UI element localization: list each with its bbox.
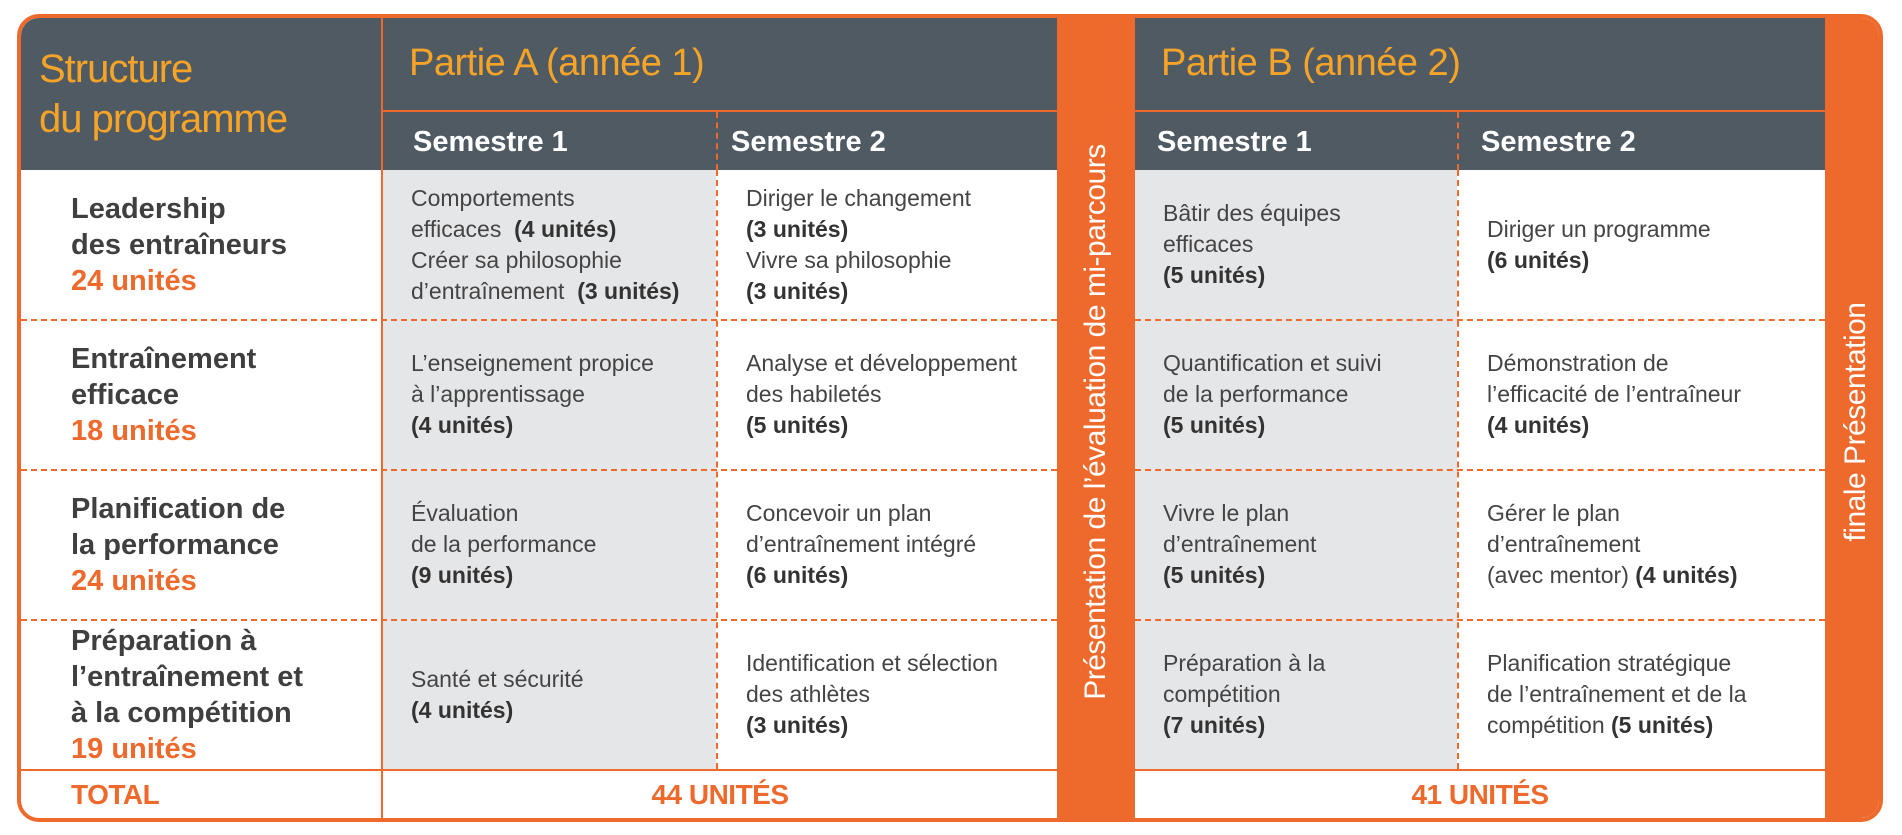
structure-title-line2: du programme [39,97,288,141]
course-cell [1135,620,1457,769]
row-label [71,191,287,299]
course-title-text: d’entraînement [411,278,578,304]
row-divider-3 [21,619,1057,621]
course-units: (3 unités) [746,278,849,304]
header-divider-a [383,110,1057,112]
course-units: (5 unités) [1163,412,1266,438]
course-line [411,695,721,726]
course-line [411,245,721,276]
course-line [1163,529,1473,560]
course-title-text: Vivre sa philosophie [746,247,952,273]
course-line [1163,229,1473,260]
row-label-line: efficace [71,379,180,411]
course-units: (5 unités) [1163,262,1266,288]
course-line [1487,529,1797,560]
body-col-divider [381,170,383,822]
row-label-block [21,170,381,319]
course-line [746,276,1056,307]
course-line [411,410,721,441]
row-units: 24 unités [71,265,197,297]
course-cell [1135,470,1457,619]
course-units: (4 unités) [514,216,617,242]
course-title-text: Diriger le changement [746,185,972,211]
course-title-text: Gérer le plan [1487,500,1620,526]
course-line [411,348,721,379]
course-cell [718,620,1057,769]
course-cell [1135,320,1457,469]
course-title-text: des athlètes [746,681,871,707]
row-label-line: l’entraînement et [71,661,304,693]
course-title-text: Concevoir un plan [746,500,932,526]
course-line [746,529,1056,560]
row-label-block [21,470,381,619]
part-a-semester-2: Semestre 2 [731,126,886,158]
course-line [746,648,1056,679]
course-units: (5 unités) [1163,562,1266,588]
course-text [746,648,1056,741]
course-units: (5 unités) [1611,712,1714,738]
course-cell [718,170,1057,319]
course-title-text: Planification stratégique [1487,650,1732,676]
final-presentation-label: finale Présentation [1839,302,1872,542]
row-divider-2b [1135,469,1825,471]
header-sem-divider-a [716,112,718,170]
course-cell [1135,170,1457,319]
course-line [746,245,1056,276]
course-units: (3 unités) [577,278,680,304]
course-title-text: compétition [1163,681,1281,707]
course-text [1487,348,1797,441]
course-text [411,498,721,591]
row-divider-1b [1135,319,1825,321]
row-label-line: Entraînement [71,343,257,375]
course-line [1163,498,1473,529]
course-line [1487,560,1797,591]
course-title-text: Quantification et suivi [1163,350,1382,376]
course-title-text: Diriger un programme [1487,216,1711,242]
course-units: (5 unités) [746,412,849,438]
course-text [1487,498,1797,591]
row-units: 19 unités [71,733,197,765]
course-cell [383,320,716,469]
course-units: (9 unités) [411,562,514,588]
part-b-semester-1: Semestre 1 [1157,126,1312,158]
course-cell [383,620,716,769]
row-label-line: Préparation à [71,625,257,657]
course-title-text: Santé et sécurité [411,666,584,692]
total-label: TOTAL [71,779,160,810]
course-cell [1459,320,1825,469]
course-title-text: d’entraînement [1163,531,1317,557]
course-line [746,498,1056,529]
row-units: 24 unités [71,565,197,597]
course-units: (6 unités) [746,562,849,588]
course-line [746,348,1056,379]
course-cell [718,470,1057,619]
course-line [1487,245,1797,276]
course-title-text: Comportements [411,185,575,211]
part-b-title: Partie B (année 2) [1161,42,1461,84]
course-line [1163,198,1473,229]
course-cell [1459,470,1825,619]
course-cell [383,170,716,319]
course-title-text: de l’entraînement et de la [1487,681,1747,707]
course-line [1163,648,1473,679]
course-title-text: à l’apprentissage [411,381,585,407]
course-line [1163,679,1473,710]
course-text [1487,648,1797,741]
course-line [746,410,1056,441]
course-title-text: compétition [1487,712,1612,738]
row-label-line: Planification de [71,493,286,525]
course-title-text: efficaces [411,216,515,242]
header-sem-divider-b [1457,112,1459,170]
course-line [411,183,721,214]
structure-title-line1: Structure [39,47,193,91]
final-presentation-band [1825,18,1883,822]
course-line [746,560,1056,591]
course-title-text: Identification et sélection [746,650,998,676]
header-col-divider [381,18,383,170]
course-line [411,529,721,560]
course-title-text: de la performance [411,531,597,557]
course-units: (4 unités) [1487,412,1590,438]
course-line [411,276,721,307]
course-line [1487,379,1797,410]
course-cell [1459,170,1825,319]
course-units: (4 unités) [411,412,514,438]
course-line [746,214,1056,245]
row-divider-3b [1135,619,1825,621]
course-cell [718,320,1057,469]
course-title-text: l’efficacité de l’entraîneur [1487,381,1741,407]
course-text [1163,648,1473,741]
course-line [1163,260,1473,291]
total-part-b: 41 UNITÉS [1411,779,1549,810]
course-line [1487,648,1797,679]
course-text [411,183,721,307]
course-text [1487,214,1797,276]
course-line [746,183,1056,214]
course-title-text: Démonstration de [1487,350,1669,376]
course-units: (3 unités) [746,712,849,738]
course-line [746,679,1056,710]
course-line [1163,410,1473,441]
total-part-a: 44 UNITÉS [651,779,789,810]
course-title-text: efficaces [1163,231,1254,257]
row-label [71,491,285,599]
course-line [411,560,721,591]
row-label-line: à la compétition [71,697,292,729]
row-divider-1 [21,319,1057,321]
course-text [746,348,1056,441]
course-title-text: (avec mentor) [1487,562,1636,588]
course-title-text: d’entraînement intégré [746,531,977,557]
course-line [746,379,1056,410]
course-line [1487,348,1797,379]
course-title-text: de la performance [1163,381,1349,407]
header-divider-b [1135,110,1825,112]
course-line [411,379,721,410]
course-title-text: d’entraînement [1487,531,1641,557]
course-text [411,664,721,726]
course-line [1163,560,1473,591]
course-title-text: Vivre le plan [1163,500,1290,526]
course-line [411,498,721,529]
mid-evaluation-band [1057,18,1135,822]
course-text [746,498,1056,591]
course-line [1487,214,1797,245]
mid-evaluation-label: Présentation de l’évaluation de mi-parcours [1079,144,1112,700]
course-title-text: Analyse et développement [746,350,1018,376]
course-text [746,183,1056,307]
program-structure-table [17,14,1883,822]
course-units: (3 unités) [746,216,849,242]
course-title-text: Évaluation [411,500,519,526]
course-cell [383,470,716,619]
course-title-text: L’enseignement propice [411,350,654,376]
row-label-block [21,320,381,469]
row-label [71,341,256,449]
row-label [71,623,303,767]
course-line [1487,498,1797,529]
course-line [1163,379,1473,410]
course-units: (4 unités) [1635,562,1738,588]
course-line [1487,679,1797,710]
course-units: (4 unités) [411,697,514,723]
row-label-block [21,620,381,769]
course-line [1163,348,1473,379]
course-units: (7 unités) [1163,712,1266,738]
row-label-line: Leadership [71,193,226,225]
course-line [411,214,721,245]
course-title-text: Créer sa philosophie [411,247,622,273]
row-units: 18 unités [71,415,197,447]
course-line [1163,710,1473,741]
course-text [1163,498,1473,591]
part-a-title: Partie A (année 1) [409,42,705,84]
course-text [411,348,721,441]
part-b-semester-2: Semestre 2 [1481,126,1636,158]
row-label-line: des entraîneurs [71,229,287,261]
course-text [1163,348,1473,441]
structure-title [39,44,379,144]
row-divider-2 [21,469,1057,471]
course-text [1163,198,1473,291]
course-cell [1459,620,1825,769]
course-units: (6 unités) [1487,247,1590,273]
course-line [1487,410,1797,441]
row-label-line: la performance [71,529,279,561]
course-title-text: Bâtir des équipes [1163,200,1341,226]
course-title-text: Préparation à la [1163,650,1326,676]
course-line [411,664,721,695]
course-title-text: des habiletés [746,381,882,407]
course-line [1487,710,1797,741]
part-a-semester-1: Semestre 1 [413,126,568,158]
course-line [746,710,1056,741]
